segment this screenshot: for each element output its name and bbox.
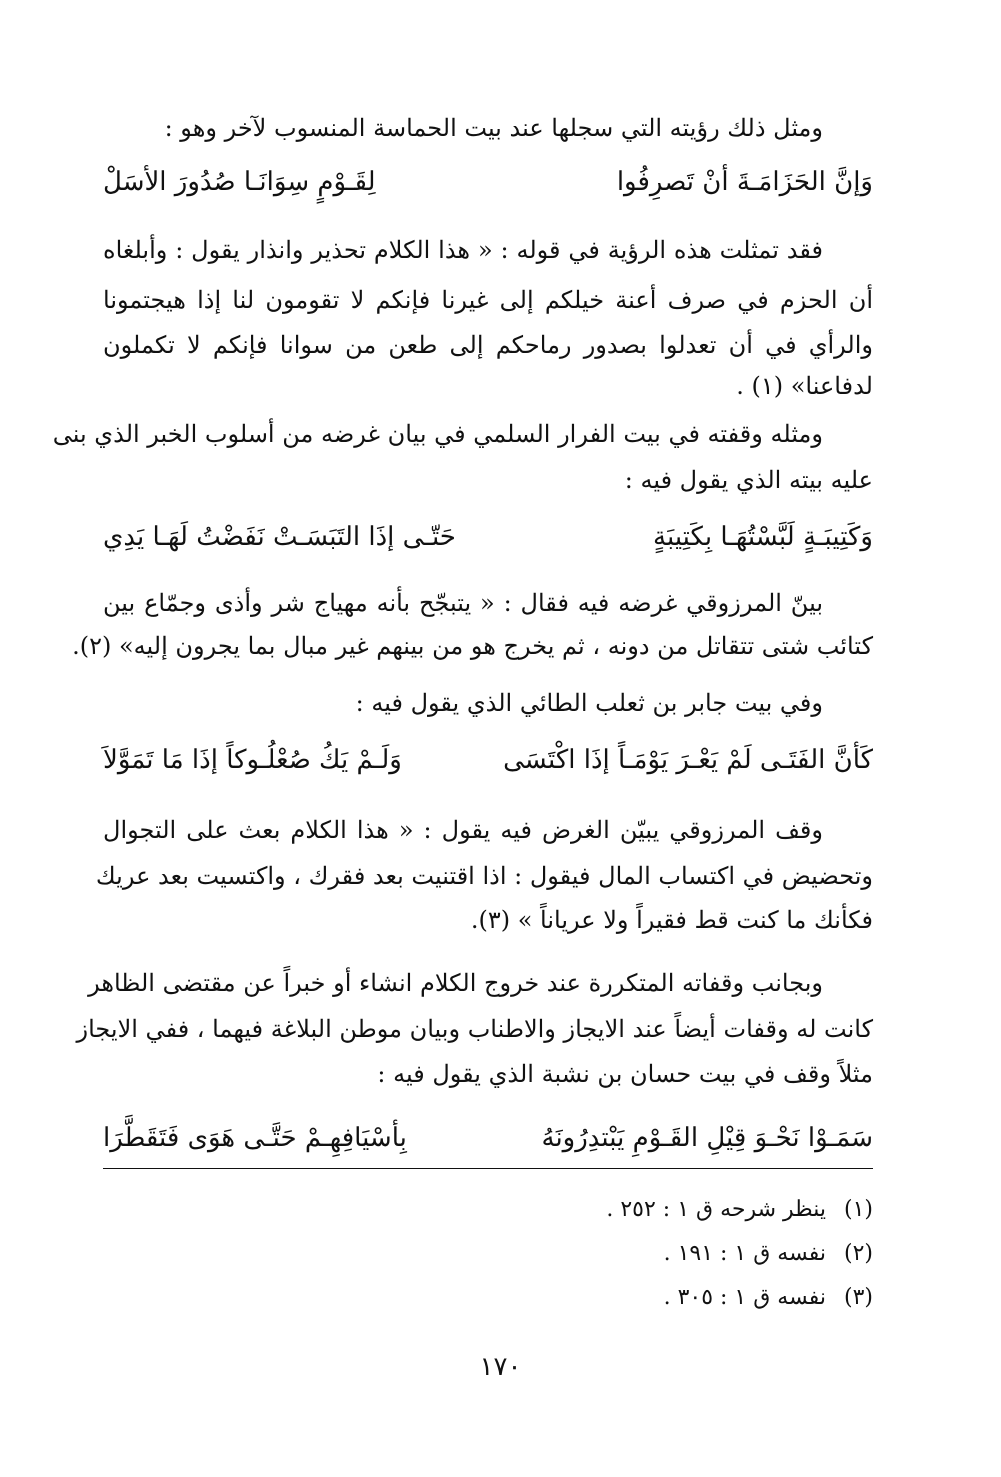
poem-verse: [103, 517, 873, 557]
text-line: كانت له وقفات أيضاً عند الايجاز والاطناب وبيان موطن البلاغة فيهما ، ففي الايجاز: [76, 1015, 873, 1043]
text-line: وفي بيت جابر بن ثعلب الطائي الذي يقول فيه :: [355, 689, 823, 717]
page-number: ١٧٠: [479, 1352, 522, 1382]
footnote-separator: [103, 1168, 873, 1169]
text-line: ومثله وقفته في بيت الفرار السلمي في بيان غرضه من أسلوب الخبر الذي بنى: [52, 420, 823, 448]
verse-first-hemistich: سَمَـوْا نَحْـوَ قِيْلِ القَـوْمِ يَبْتدِرُونَهُ: [541, 1123, 873, 1153]
text-line: وتحضيض في اكتساب المال فيقول : اذا اقتنيت بعد فقرك ، واكتسيت بعد عريك: [95, 862, 873, 890]
text-line: عليه بيته الذي يقول فيه :: [624, 466, 873, 494]
text-line: ومثل ذلك رؤيته التي سجلها عند بيت الحماسة المنسوب لآخر وهو :: [164, 114, 823, 142]
verse-first-hemistich: كَأنَّ الفَتَـى لَمْ يَعْـرَ يَوْمَـاً إذَا اكْتَسَى: [503, 745, 873, 775]
footnote-text: نفسه ق ١ : ١٩١ .: [663, 1241, 826, 1266]
text-line: مثلاً وقف في بيت حسان بن نشبة الذي يقول فيه :: [377, 1060, 873, 1088]
verse-first-hemistich: وَكَتِيبَـةٍ لَبَّسْتُهَـا بِكَتِيبَةٍ: [653, 522, 873, 552]
footnote: [606, 1195, 873, 1225]
text-line: أن الحزم في صرف أعنة خيلكم إلى غيرنا فإنكم لا تقومون لنا إذا هيجتمونا: [103, 286, 873, 314]
poem-verse: [103, 1118, 873, 1158]
text-line: وبجانب وقفاته المتكررة عند خروج الكلام انشاء أو خبراً عن مقتضى الظاهر: [88, 969, 823, 997]
poem-verse: [103, 162, 873, 202]
text-line: بينّ المرزوقي غرضه فيه فقال : « يتبجّح بأنه مهياج شر وأذى وجمّاع بين: [103, 589, 823, 617]
text-line: فقد تمثلت هذه الرؤية في قوله : « هذا الكلام تحذير وانذار يقول : وأبلغاه: [103, 236, 823, 264]
footnote: [664, 1239, 873, 1269]
footnote-number: (٣): [843, 1285, 873, 1310]
text-line: وقف المرزوقي يبيّن الغرض فيه يقول : « هذا الكلام بعث على التجوال: [103, 816, 823, 844]
footnote-number: (١): [843, 1197, 873, 1222]
poem-verse: [103, 740, 873, 780]
text-line: والرأي في أن تعدلوا بصدور رماحكم إلى طعن من سوانا فإنكم لا تكملون: [103, 331, 873, 359]
footnote-text: ينظر شرحه ق ١ : ٢٥٢ .: [606, 1197, 826, 1222]
text-line: كتائب شتى تتقاتل من دونه ، ثم يخرج هو من بينهم غير مبال بما يجرون إليه» (٢).: [72, 632, 873, 660]
verse-second-hemistich: بِأسْيَافِهِـمْ حَتَّـى هَوَى فَتَقَطَّرَا: [103, 1123, 407, 1153]
footnote: [664, 1283, 873, 1313]
text-line: لدفاعنا» (١) .: [736, 372, 873, 400]
footnote-text: نفسه ق ١ : ٣٠٥ .: [663, 1285, 826, 1310]
text-line: فكأنك ما كنت قط فقيراً ولا عرياناً » (٣).: [470, 906, 873, 934]
verse-second-hemistich: لِقَـوْمٍ سِوَانَـا صُدُورَ الأسَلْ: [103, 167, 376, 197]
verse-first-hemistich: وَإنَّ الحَزَامَـةَ أنْ تَصرِفُوا: [616, 167, 873, 197]
verse-second-hemistich: وَلَـمْ يَكُ صُعْلُـوكاً إذَا مَا تَمَوَّلاَ: [103, 745, 402, 775]
footnote-number: (٢): [843, 1241, 873, 1266]
verse-second-hemistich: حَتّـى إذَا التَبَسَـتْ نَفَضْتُ لَهَـا يَدِي: [103, 522, 456, 552]
